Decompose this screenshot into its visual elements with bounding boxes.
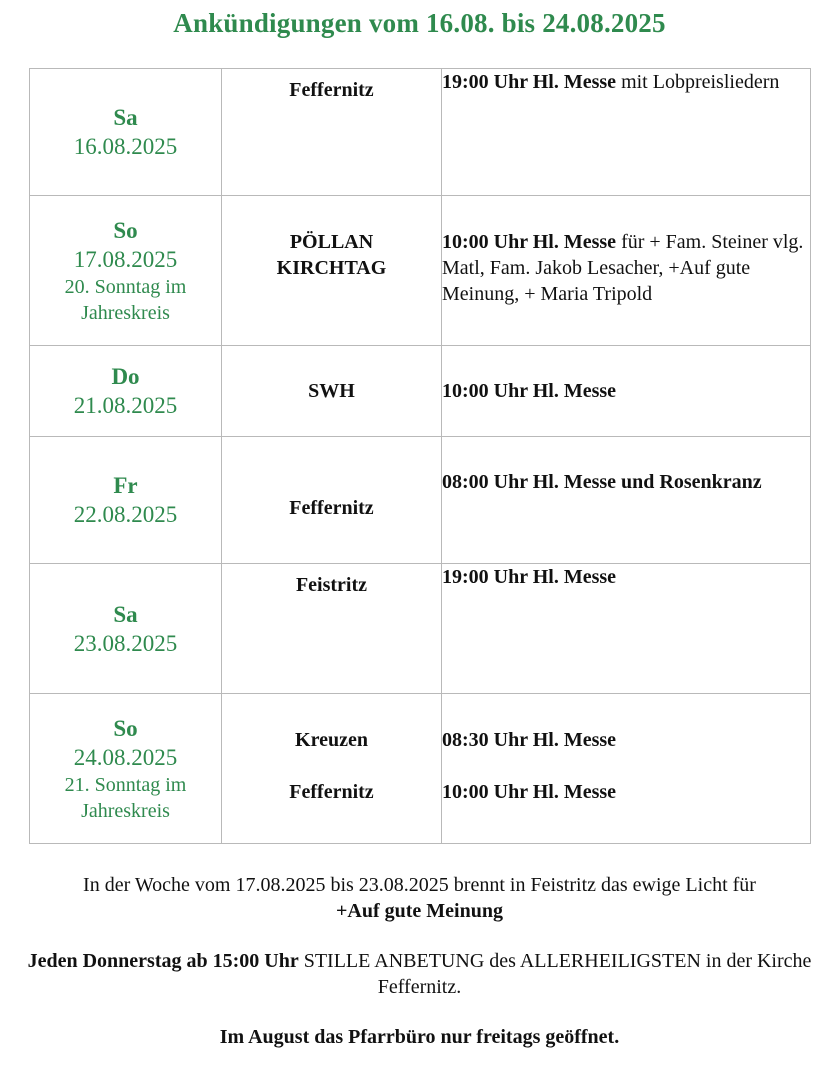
service-entry: [442, 727, 810, 753]
eternal-light-text: In der Woche vom 17.08.2025 bis 23.08.2025 brennt in Feistritz das ewige Licht für: [83, 874, 756, 896]
place-cell: [222, 346, 442, 437]
office-hours-note: Im August das Pfarrbüro nur freitags geöffnet.: [219, 1026, 620, 1048]
service-cell: [442, 196, 811, 346]
weekday: Sa: [113, 105, 138, 130]
table-row: [30, 346, 811, 437]
place-cell: [222, 437, 442, 564]
weekday: So: [113, 715, 138, 741]
day-cell: [30, 437, 222, 564]
place-cell: [222, 694, 442, 844]
table-row: [30, 437, 811, 564]
day-cell: [30, 694, 222, 844]
adoration-time: Jeden Donnerstag ab 15:00 Uhr: [27, 950, 299, 972]
weekday: Sa: [113, 601, 138, 627]
eternal-light-note: [0, 872, 839, 924]
date: 24.08.2025: [73, 744, 178, 770]
adoration-note: [0, 948, 839, 1000]
day-cell: [30, 69, 222, 196]
place-name: KIRCHTAG: [276, 257, 387, 279]
table-row: [30, 196, 811, 346]
service-cell: [442, 694, 811, 844]
service-text: mit Lobpreisliedern: [616, 71, 780, 93]
service-cell: [442, 346, 811, 437]
liturgical-note: Jahreskreis: [81, 799, 170, 822]
table-row: [30, 69, 811, 196]
service-time: 10:00 Uhr Hl. Messe: [442, 380, 617, 402]
place-name: Feffernitz: [289, 79, 374, 101]
place-cell: [222, 196, 442, 346]
adoration-text: STILLE ANBETUNG des ALLERHEILIGSTEN in der Kirche Feffernitz.: [298, 950, 812, 998]
weekday: Do: [111, 364, 140, 389]
service-time: 10:00 Uhr Hl. Messe: [442, 231, 617, 253]
announcement-notes: [0, 872, 839, 1050]
place-cell: [222, 564, 442, 694]
schedule-table: [29, 68, 811, 844]
service-cell: [442, 437, 811, 564]
table-row: [30, 694, 811, 844]
place-name: Feffernitz: [289, 781, 374, 803]
service-time: 08:00 Uhr Hl. Messe und Rosenkranz: [442, 471, 762, 493]
day-cell: [30, 564, 222, 694]
place-name: PÖLLAN: [289, 231, 374, 253]
place-name: Kreuzen: [295, 729, 368, 751]
liturgical-note: Jahreskreis: [81, 301, 170, 324]
day-cell: [30, 196, 222, 346]
service-entry: [442, 779, 810, 805]
place-cell: [222, 69, 442, 196]
service-time: 19:00 Uhr Hl. Messe: [442, 71, 617, 93]
date: 21.08.2025: [73, 393, 178, 418]
liturgical-note: 20. Sonntag im: [64, 275, 187, 298]
date: 16.08.2025: [73, 134, 178, 159]
service-time: 19:00 Uhr Hl. Messe: [442, 566, 617, 588]
service-time: 10:00 Uhr Hl. Messe: [442, 781, 617, 803]
place-name: Feffernitz: [289, 497, 374, 519]
eternal-light-intention: +Auf gute Meinung: [336, 900, 503, 922]
day-cell: [30, 346, 222, 437]
service-text: für + Fam. Steiner vlg. Matl, Fam. Jakob Lesacher, +Auf gute Meinung, + Maria Tripold: [442, 231, 804, 305]
service-time: 08:30 Uhr Hl. Messe: [442, 729, 617, 751]
weekday: Fr: [113, 473, 138, 498]
place-name: Feistritz: [295, 574, 368, 596]
liturgical-note: 21. Sonntag im: [64, 773, 187, 796]
service-cell: [442, 564, 811, 694]
date: 17.08.2025: [73, 246, 178, 272]
service-cell: [442, 69, 811, 196]
date: 23.08.2025: [73, 630, 178, 656]
weekday: So: [113, 217, 138, 243]
page-title: Ankündigungen vom 16.08. bis 24.08.2025: [173, 8, 666, 38]
table-row: [30, 564, 811, 694]
place-name: SWH: [308, 380, 355, 402]
date: 22.08.2025: [73, 502, 178, 527]
